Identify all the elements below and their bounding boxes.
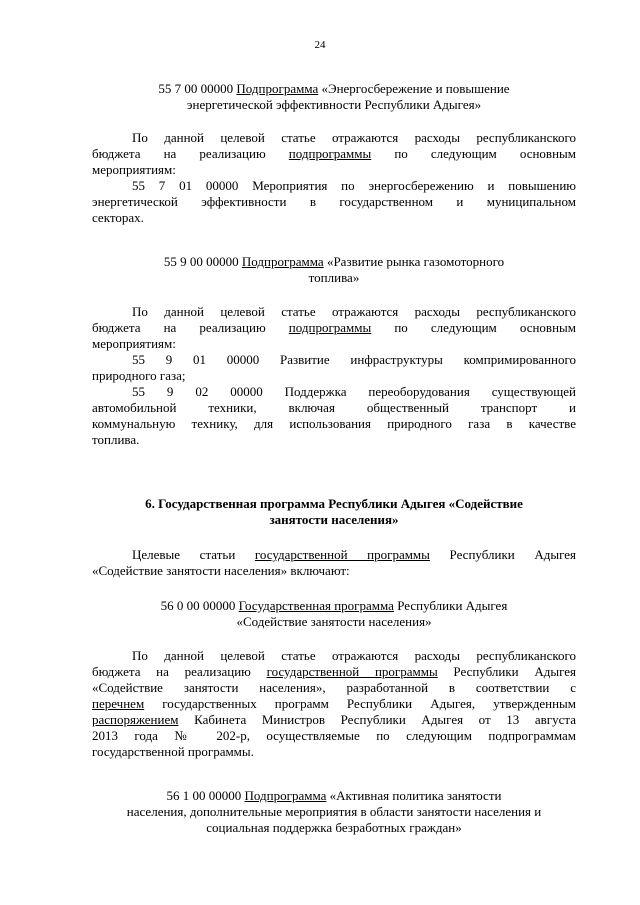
para-text: Целевые статьи	[132, 547, 255, 562]
budget-code: 55 7 00 00000	[158, 81, 234, 96]
para-text: Республики Адыгея	[429, 547, 576, 562]
section-heading-line: занятости населения»	[269, 512, 399, 527]
section-6-heading	[92, 496, 576, 528]
item-line: природного газа;	[92, 368, 186, 383]
list-link[interactable]: перечнем	[92, 696, 145, 711]
subprogram-heading-55-7	[92, 81, 576, 113]
state-program-link[interactable]: государственной программы	[266, 664, 438, 679]
paragraph-56	[92, 648, 576, 760]
program-heading-56-0	[92, 598, 576, 630]
subprogram-title: «Активная политика занятости	[329, 788, 502, 803]
budget-code: 55 9 00 00000	[163, 254, 239, 269]
para-text: бюджета на реализацию	[92, 146, 289, 161]
para-line	[92, 146, 576, 162]
subprogram-title: «Энергосбережение и повышение	[321, 81, 510, 96]
subprogram-link[interactable]: Подпрограмма	[241, 254, 324, 269]
para-line	[92, 664, 576, 680]
subprogram-title: «Развитие рынка газомоторного	[326, 254, 505, 269]
subprogram-heading-56-1	[92, 788, 576, 836]
para-line: мероприятиям:	[92, 162, 176, 177]
para-text: Республики Адыгея	[437, 664, 576, 679]
para-line: По данной целевой статье отражаются расходы республиканского	[132, 648, 576, 663]
para-text: Кабинета Министров Республики Адыгея от 13 августа	[178, 712, 576, 727]
para-text: по следующим основным	[371, 320, 576, 335]
para-line	[92, 547, 576, 563]
para-line	[92, 696, 576, 712]
program-title: Республики Адыгея	[397, 598, 508, 613]
state-program-link[interactable]: государственной программы	[254, 547, 430, 562]
section-6-intro	[92, 547, 576, 579]
paragraph-55-7	[92, 130, 576, 226]
subprogram-link[interactable]: подпрограммы	[288, 146, 372, 161]
budget-code: 56 1 00 00000	[166, 788, 242, 803]
item-line: 55 9 01 00000 Развитие инфраструктуры компримированного	[132, 352, 576, 367]
para-line: «Содействие занятости населения», разработанной в соответствии с	[92, 680, 576, 695]
subprogram-title-cont: населения, дополнительные мероприятия в области занятости населения и	[126, 804, 542, 819]
para-text: по следующим основным	[371, 146, 576, 161]
section-heading-line: 6. Государственная программа Республики Адыгея «Содействие	[145, 496, 523, 511]
subprogram-title-cont: энергетической эффективности Республики Адыгея»	[186, 97, 482, 112]
item-line: коммунальную технику, для использования природного газа в качестве	[92, 416, 576, 431]
para-line: По данной целевой статье отражаются расходы республиканского	[132, 304, 576, 319]
paragraph-55-9	[92, 304, 576, 448]
para-line: «Содействие занятости населения» включают:	[92, 563, 350, 578]
subprogram-link[interactable]: Подпрограмма	[236, 81, 319, 96]
order-link[interactable]: распоряжением	[92, 712, 179, 727]
item-line: 55 7 01 00000 Мероприятия по энергосбережению и повышению	[132, 178, 576, 193]
item-line: топлива.	[92, 432, 140, 447]
para-line	[92, 320, 576, 336]
subprogram-link[interactable]: Подпрограмма	[244, 788, 327, 803]
para-text: бюджета на реализацию	[92, 664, 267, 679]
subprogram-link[interactable]: подпрограммы	[288, 320, 372, 335]
para-line: 2013 года № 202-р, осуществляемые по следующим подпрограммам	[92, 728, 576, 743]
budget-code: 56 0 00 00000	[160, 598, 236, 613]
para-line	[92, 712, 576, 728]
state-program-link[interactable]: Государственная программа	[238, 598, 394, 613]
subprogram-title-cont: социальная поддержка безработных граждан»	[206, 820, 462, 835]
item-line: 55 9 02 00000 Поддержка переоборудования существующей	[132, 384, 576, 399]
item-line: секторах.	[92, 210, 144, 225]
program-title-cont: «Содействие занятости населения»	[236, 614, 432, 629]
para-line: По данной целевой статье отражаются расходы республиканского	[132, 130, 576, 145]
para-text: государственных программ Республики Адыгея, утвержденным	[144, 696, 576, 711]
para-line: мероприятиям:	[92, 336, 176, 351]
item-line: автомобильной техники, включая общественный транспорт и	[92, 400, 576, 415]
para-line: государственной программы.	[92, 744, 254, 759]
subprogram-title-cont: топлива»	[308, 270, 360, 285]
para-text: бюджета на реализацию	[92, 320, 289, 335]
item-line: энергетической эффективности в государственном и муниципальном	[92, 194, 576, 209]
subprogram-heading-55-9	[92, 254, 576, 286]
page-number: 24	[314, 39, 326, 51]
